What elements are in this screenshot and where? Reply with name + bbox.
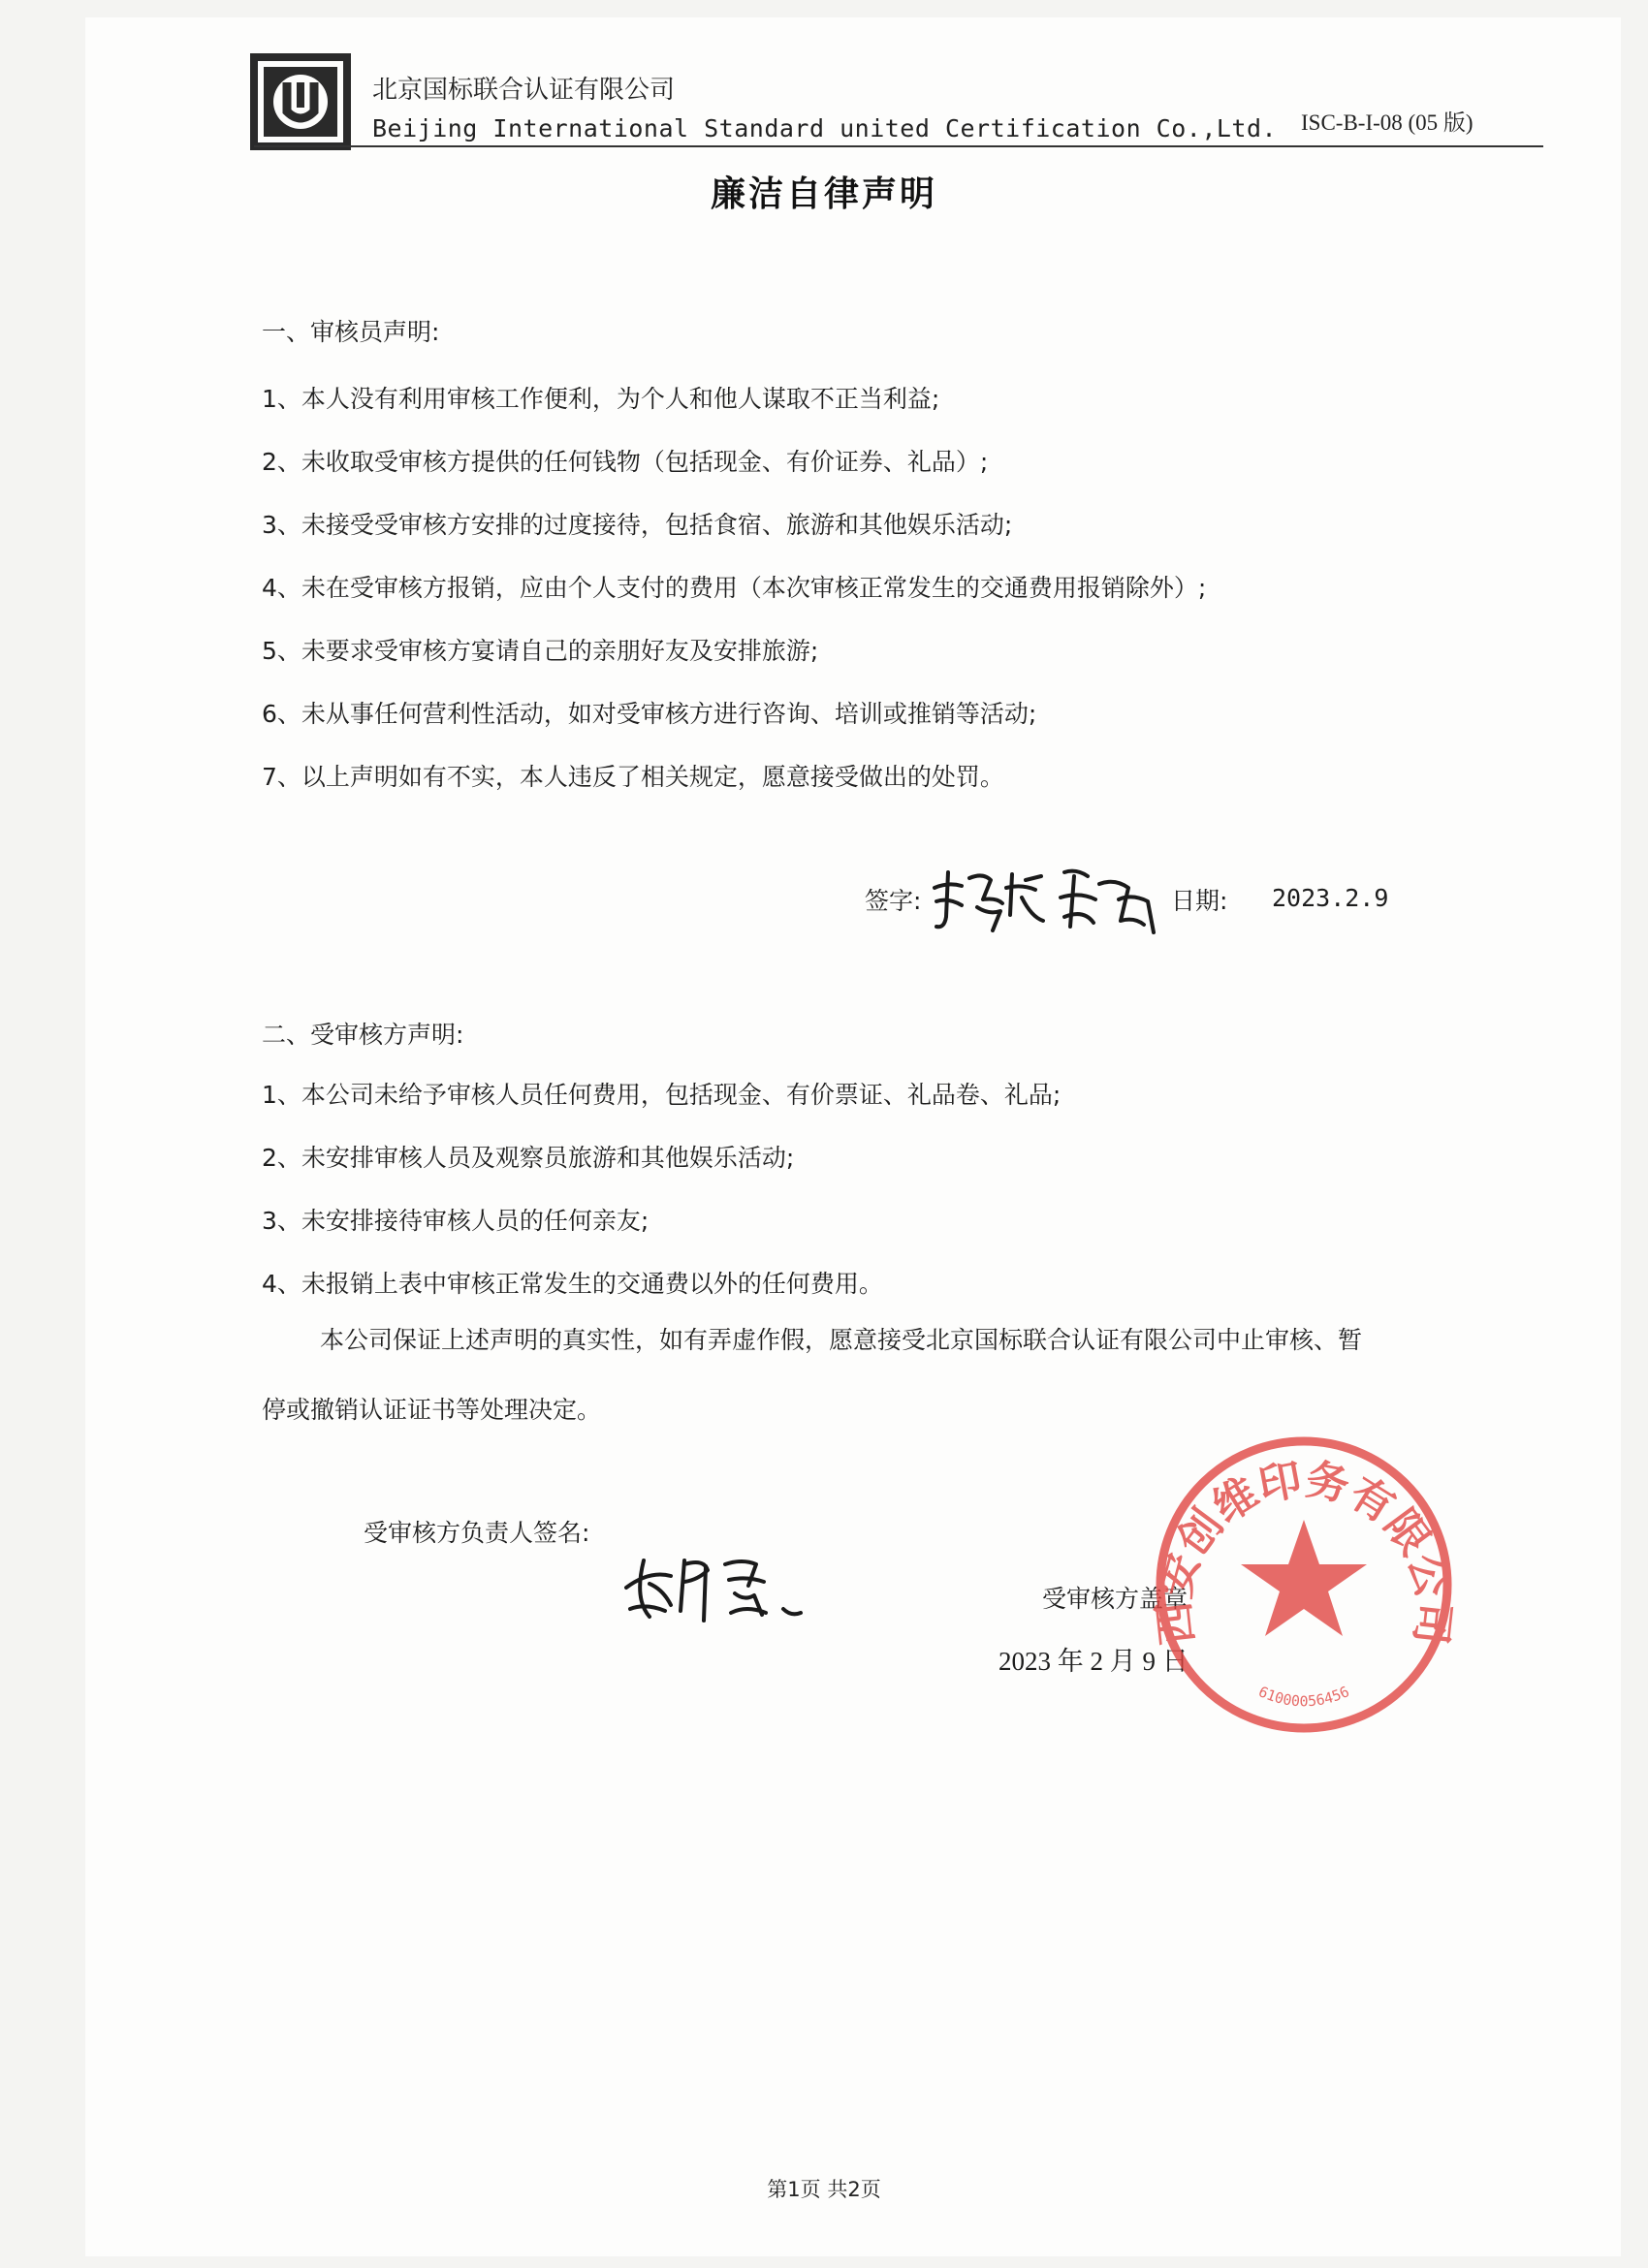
auditor-item: 7、以上声明如有不实，本人违反了相关规定，愿意接受做出的处罚。	[262, 763, 1004, 791]
svg-text:61000056456	[1255, 1683, 1351, 1710]
auditor-item: 3、未接受受审核方安排的过度接待，包括食宿、旅游和其他娱乐活动;	[262, 511, 1013, 539]
auditor-item: 5、未要求受审核方宴请自己的亲朋好友及安排旅游;	[262, 637, 819, 665]
auditor-handwritten-signature	[929, 859, 1171, 942]
auditee-item: 4、未报销上表中审核正常发生的交通费以外的任何费用。	[262, 1270, 883, 1298]
auditor-item: 1、本人没有利用审核工作便利，为个人和他人谋取不正当利益;	[262, 385, 940, 413]
auditor-item: 2、未收取受审核方提供的任何钱物（包括现金、有价证券、礼品）;	[262, 448, 989, 476]
page-footer: 第1页 共2页	[767, 2178, 881, 2201]
auditor-sign-label: 签字:	[865, 887, 922, 915]
auditor-item: 4、未在受审核方报销，应由个人支付的费用（本次审核正常发生的交通费用报销除外）;	[262, 574, 1207, 602]
auditor-heading: 一、审核员声明:	[262, 318, 440, 346]
form-code: ISC-B-I-08 (05 版)	[1301, 110, 1474, 135]
company-name-en: Beijing International Standard united Certification Co.,Ltd.	[372, 114, 1278, 142]
seal-text: 西安创维印务有限公司	[1149, 1454, 1459, 1648]
document-page	[85, 17, 1621, 2256]
company-name-cn: 北京国标联合认证有限公司	[372, 76, 676, 105]
auditor-date-value: 2023.2.9	[1272, 884, 1389, 912]
header-divider	[254, 145, 1543, 147]
responsible-handwritten-signature	[620, 1541, 814, 1628]
guarantee-paragraph-line-1: 本公司保证上述声明的真实性，如有弄虚作假，愿意接受北京国标联合认证有限公司中止审核、暂	[320, 1326, 1363, 1354]
seal-number: 61000056456	[1255, 1683, 1352, 1711]
company-logo-icon	[250, 53, 351, 150]
responsible-sign-label: 受审核方负责人签名:	[364, 1519, 590, 1547]
auditor-date-label: 日期:	[1171, 887, 1228, 915]
auditee-item: 3、未安排接待审核人员的任何亲友;	[262, 1207, 650, 1235]
company-seal-stamp	[1144, 1425, 1464, 1745]
auditee-item: 1、本公司未给予审核人员任何费用，包括现金、有价票证、礼品卷、礼品;	[262, 1081, 1062, 1109]
auditee-date: 2023 年 2 月 9 日	[998, 1647, 1188, 1676]
auditee-heading: 二、受审核方声明:	[262, 1021, 464, 1049]
seal-label: 受审核方盖章	[1042, 1585, 1188, 1613]
auditee-item: 2、未安排审核人员及观察员旅游和其他娱乐活动;	[262, 1144, 795, 1172]
document-title: 廉洁自律声明	[710, 174, 937, 214]
guarantee-paragraph-line-2: 停或撤销认证证书等处理决定。	[262, 1396, 602, 1424]
auditor-item: 6、未从事任何营利性活动，如对受审核方进行咨询、培训或推销等活动;	[262, 700, 1037, 728]
